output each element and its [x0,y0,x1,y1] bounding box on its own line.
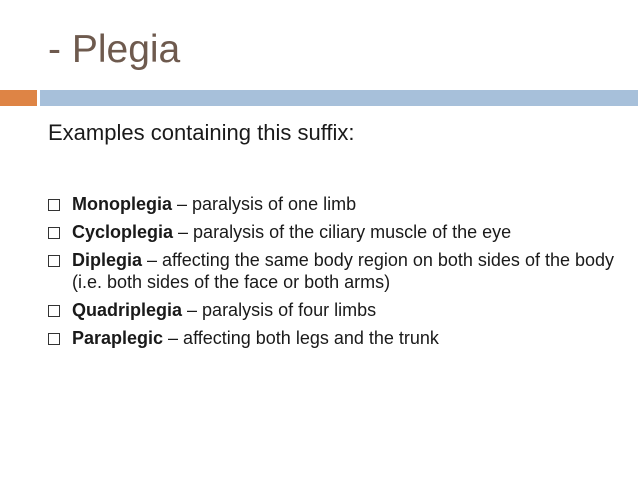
bullet-term: Paraplegic [72,328,164,348]
square-bullet-icon [48,199,60,211]
square-bullet-icon [48,255,60,267]
bullet-term: Diplegia [72,250,143,270]
title-accent-bar [0,90,37,106]
bullet-list [48,193,633,355]
square-bullet-icon [48,227,60,239]
title-rule-bar [40,90,638,106]
bullet-term: Cycloplegia [72,222,174,242]
slide-title: - Plegia [48,28,181,71]
bullet-text [72,193,633,215]
bullet-definition: – paralysis of four limbs [182,300,377,320]
bullet-definition: – paralysis of one limb [172,194,357,214]
bullet-text [72,249,633,293]
bullet-item [48,249,633,293]
bullet-text [72,327,633,349]
slide-subtitle: Examples containing this suffix: [48,120,355,145]
bullet-definition: – affecting both legs and the trunk [163,328,439,348]
bullet-item [48,299,633,321]
bullet-item [48,193,633,215]
bullet-definition: – paralysis of the ciliary muscle of the eye [173,222,512,242]
bullet-term: Quadriplegia [72,300,183,320]
bullet-text [72,299,633,321]
bullet-item [48,327,633,349]
bullet-definition: – affecting the same body region on both sides of the body (i.e. both sides of the face or both arms) [72,250,615,292]
square-bullet-icon [48,333,60,345]
bullet-item [48,221,633,243]
square-bullet-icon [48,305,60,317]
bullet-text [72,221,633,243]
bullet-term: Monoplegia [72,194,172,214]
